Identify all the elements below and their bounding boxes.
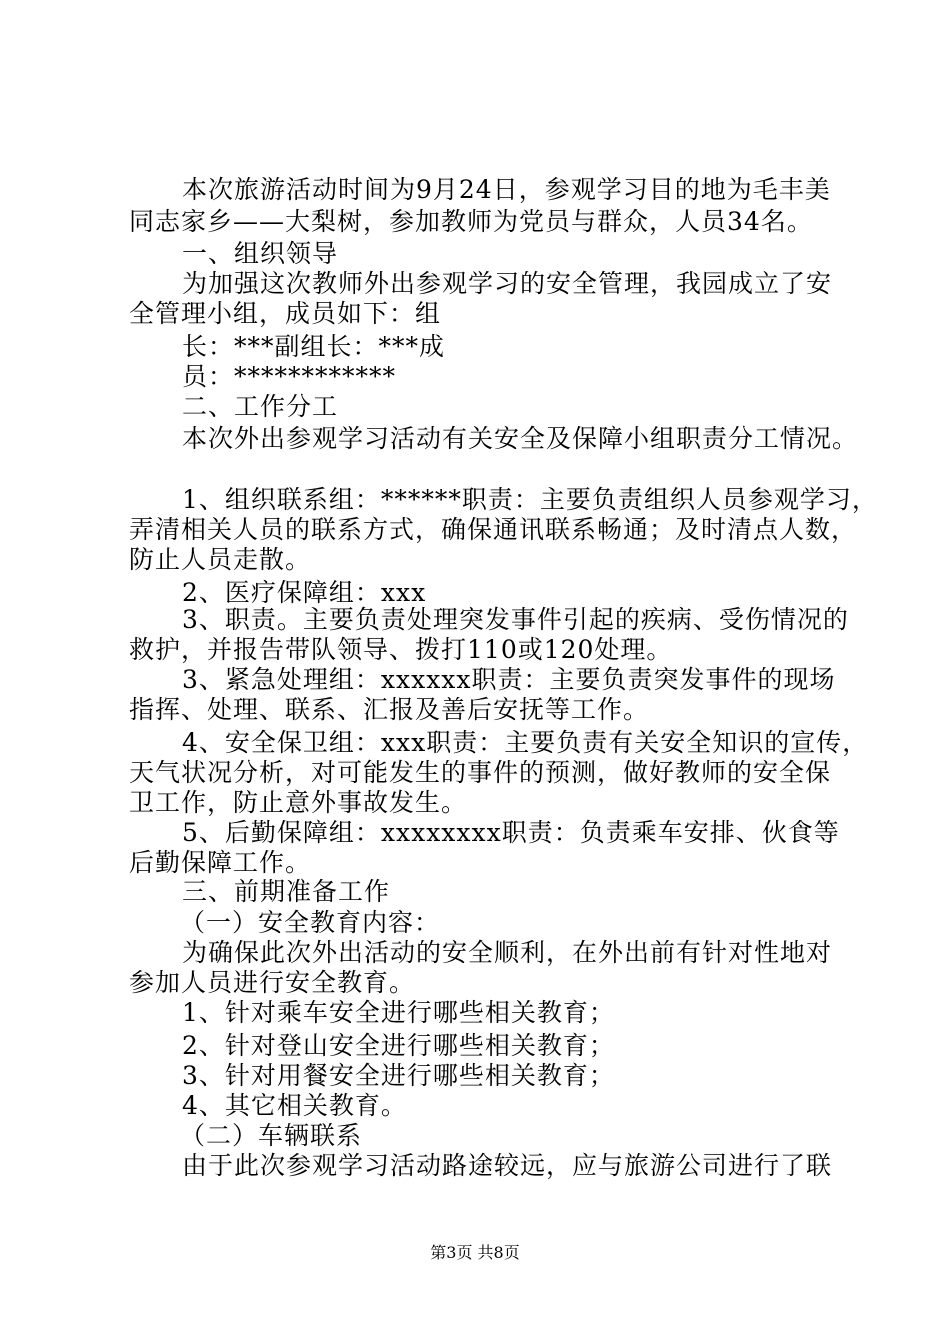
paragraph-line: 指挥、处理、联系、汇报及善后安抚等工作。 [129, 695, 650, 724]
paragraph-line: 由于此次参观学习活动路途较远，应与旅游公司进行了联 [182, 1151, 833, 1180]
paragraph-line: 1、组织联系组：******职责：主要负责组织人员参观学习， [182, 485, 878, 514]
paragraph-line: 弄清相关人员的联系方式，确保通讯联系畅通；及时清点人数， [129, 515, 858, 544]
paragraph-line: 2、医疗保障组：xxx [182, 578, 427, 607]
paragraph-line: 3、紧急处理组：xxxxxx职责：主要负责突发事件的现场 [182, 665, 836, 694]
paragraph-line: 长：***副组长：***成 [182, 332, 446, 361]
list-item: 2、针对登山安全进行哪些相关教育； [182, 1031, 615, 1060]
section-heading: 二、工作分工 [182, 392, 339, 421]
paragraph-line: 同志家乡——大梨树，参加教师为党员与群众，人员34名。 [129, 207, 813, 236]
paragraph-line: 本次旅游活动时间为9月24日，参观学习目的地为毛丰美 [182, 175, 831, 204]
paragraph-line: 为加强这次教师外出参观学习的安全管理，我园成立了安 [182, 269, 833, 298]
subsection-heading: （一）安全教育内容： [180, 908, 441, 937]
list-item: 4、其它相关教育。 [182, 1091, 407, 1120]
paragraph-line: 参加人员进行安全教育。 [129, 968, 416, 997]
section-heading: 一、组织领导 [182, 239, 339, 268]
paragraph-line: 员：************ [182, 362, 397, 391]
list-item: 3、针对用餐安全进行哪些相关教育； [182, 1061, 615, 1090]
paragraph-line: 防止人员走散。 [129, 545, 312, 574]
paragraph-line: 后勤保障工作。 [129, 848, 312, 877]
list-item: 1、针对乘车安全进行哪些相关教育； [182, 998, 615, 1027]
paragraph-line: 4、安全保卫组：xxx职责：主要负责有关安全知识的宣传， [182, 728, 869, 757]
paragraph-line: 5、后勤保障组：xxxxxxxx职责：负责乘车安排、伙食等 [182, 818, 840, 847]
paragraph-line: 全管理小组，成员如下：组 [129, 299, 442, 328]
paragraph-line: 为确保此次外出活动的安全顺利，在外出前有针对性地对 [182, 938, 833, 967]
paragraph-line: 3、职责。主要负责处理突发事件引起的疾病、受伤情况的 [182, 605, 849, 634]
paragraph-line: 卫工作，防止意外事故发生。 [129, 788, 468, 817]
section-heading: 三、前期准备工作 [182, 877, 391, 906]
paragraph-line: 天气状况分析，对可能发生的事件的预测，做好教师的安全保 [129, 758, 832, 787]
page-footer: 第3页 共8页 [430, 1243, 520, 1262]
paragraph-line: 救护，并报告带队领导、拨打110或120处理。 [129, 635, 673, 664]
paragraph-line: 本次外出参观学习活动有关安全及保障小组职责分工情况。 [182, 424, 859, 453]
subsection-heading: （二）车辆联系 [180, 1121, 363, 1150]
